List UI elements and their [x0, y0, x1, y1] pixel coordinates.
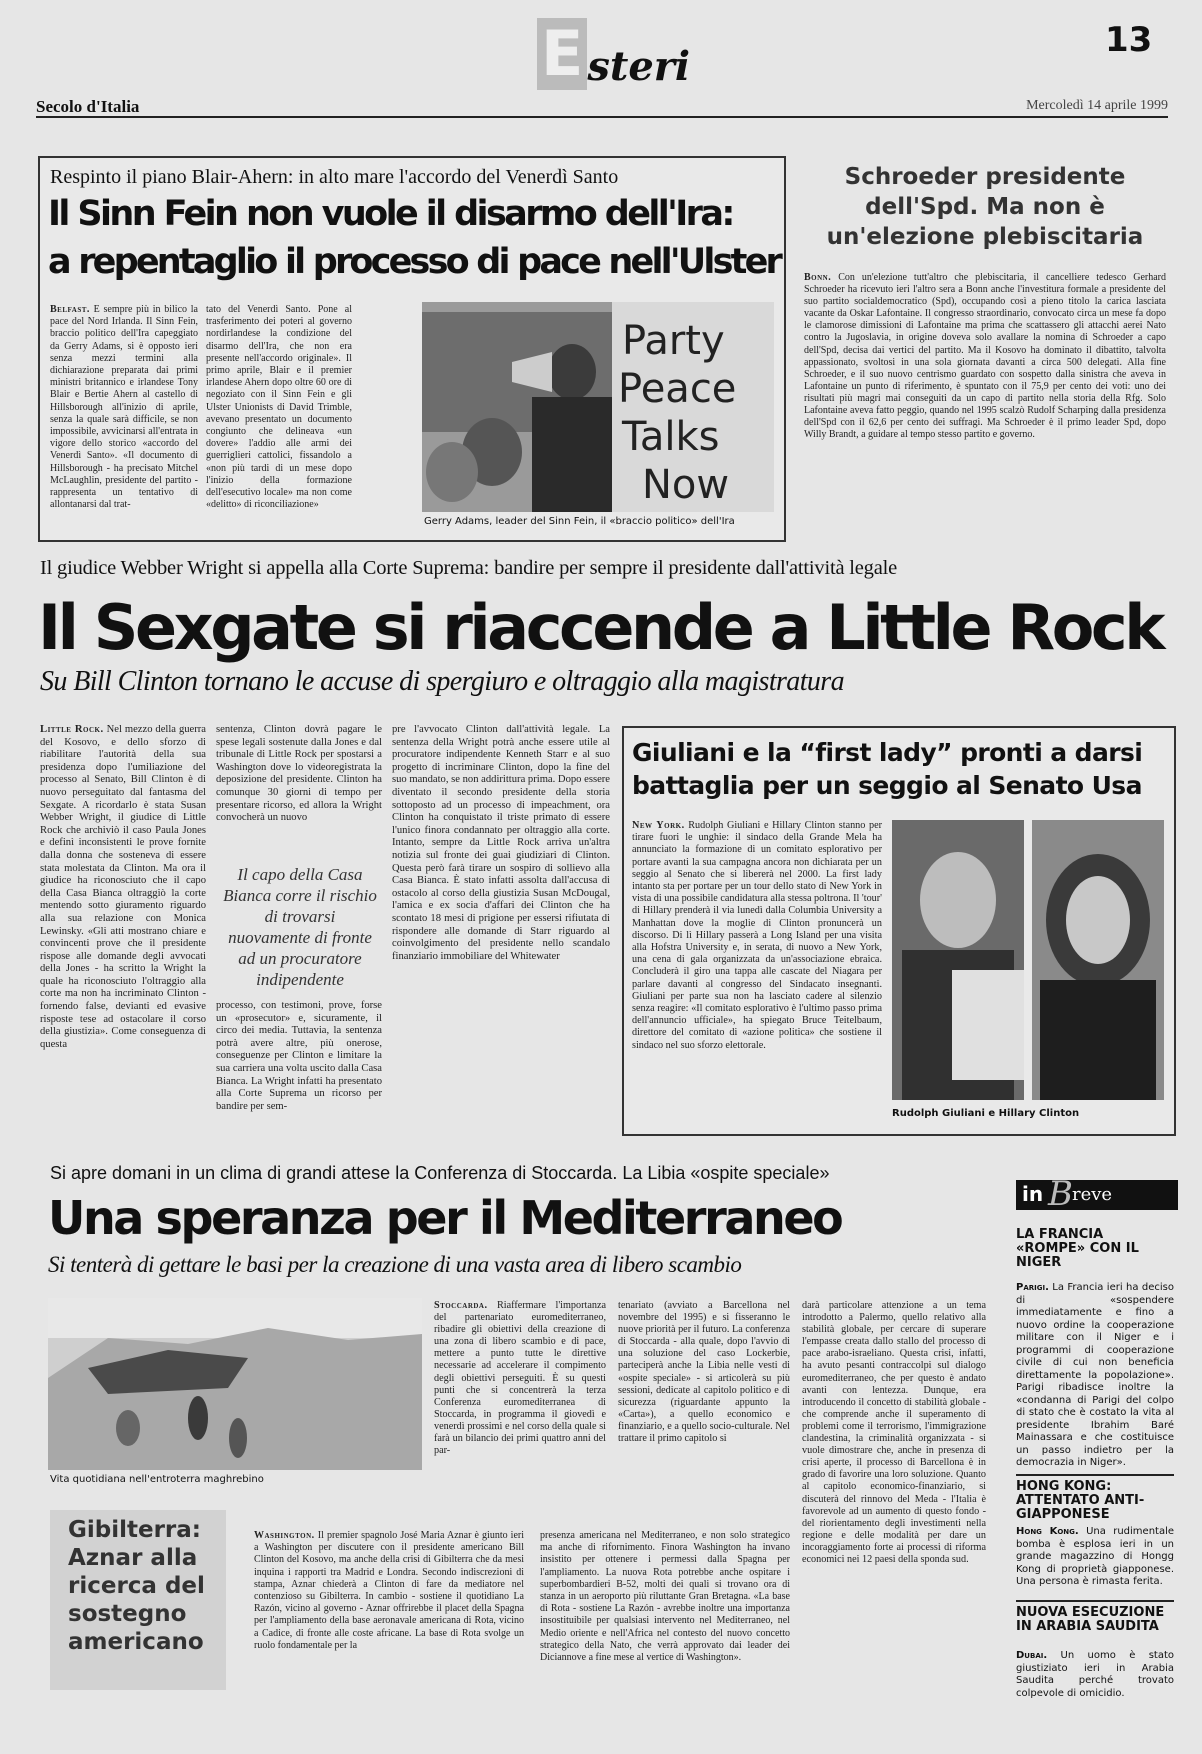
spd-article [800, 156, 1170, 520]
section-title [537, 18, 690, 94]
gibilterra-col-1-text: Il premier spagnolo José Maria Aznar è giunto ieri a Washington per discutere con il presidente americano Bill Clinton del Kosovo, ma anche della crisi di Gibilterra che da mesi inquina i rapporti tra Madrid e Londra. Secondo indiscrezioni di stampa, Aznar chiederà a Clinton di fare da mediatore nel contenzioso su Gibilterra. In cambio - sostiene il quotidiano La Razón, vicino al governo - Aznar offrirebbe il placet della Spagna per l'ampliamento della base aeronavale americana di Rota, vicino a Cadice, di fronte alle coste africane. La base di Rota svolge un ruolo fondamentale per la [254, 1530, 525, 1651]
med-col-3-text: darà particolare attenzione a un tema introdotto a Palermo, quello relativo alla stabilità globale, per cercare di superare l'empasse creata dallo stallo del processo di pace arabo-israeliano. Questa crisi, infatti, ha avuto pesanti contraccolpi sul dialogo euromediterraneo, che per questo è andato avanti con lentezza. Dunque, era introducendo il concetto di stabilità globale - che comprende anche il superamento di problemi come il terrorismo, l'immigrazione clandestina, la criminalità organizzata - si vuole dimostrare che, anche in presenza di crisi aperte, il processo di Barcellona è in grado di favorire una loro soluzione. Quanto al capitolo economico-finanziario, si discuterà del rinnovo del Meda - l'Italia è favorevole ad un aumento di questo fondo - del riorientamento degli investimenti nella regione e delle modalità per dare un incoraggiamento forte ai processi di riforma economici nei 12 paesi della sponda sud. [802, 1300, 986, 1565]
sexgate-headline: Il Sexgate si riaccende a Little Rock [38, 591, 1163, 664]
med-col-2-text: tenariato (avviato a Barcellona nel novembre del 1995) e si fisseranno le nuove priorità per il futuro. La conferenza di Stoccarda - alla quale, dopo l'avvio di una soluzione del caso Lockerbie, parteciperà anche la Libia nelle vesti di «ospite speciale» - si articolerà su più sessioni, dedicate al capitolo politico e di sicurezza (riguardante appunto la «Carta»), a quello economico e finanziario, e a quello socio-culturale. Nel trattare il primo capitolo si [618, 1300, 790, 1445]
giuliani-photo [892, 820, 1024, 1100]
maghreb-photo-caption: Vita quotidiana nell'entroterra maghrebino [50, 1474, 264, 1485]
giuliani-body [632, 820, 882, 1126]
brief-3-headline: NUOVA ESECUZIONE IN ARABIA SAUDITA [1016, 1605, 1165, 1634]
brief-1-dateline: Parigi. [1016, 1282, 1049, 1293]
sexgate-col-1 [40, 724, 206, 1138]
ulster-dateline: Belfast. [50, 304, 90, 315]
section-rest: steri [587, 43, 691, 90]
ulster-headline-1: Il Sinn Fein non vuole il disarmo dell'Ira: [48, 194, 733, 234]
hillary-photo [1032, 820, 1164, 1100]
brief-1-body [1016, 1282, 1174, 1468]
giuliani-dateline: New York. [632, 820, 685, 831]
gibilterra-dateline: Washington. [254, 1530, 315, 1541]
med-col-1 [434, 1300, 606, 1486]
giuliani-headline: Giuliani e la “first lady” pronti a darsi battaglia per un seggio al Senato Usa [632, 738, 1143, 800]
gibilterra-col-2 [540, 1530, 790, 1692]
ulster-col-2-text: tato del Venerdì Santo. Pone al trasferimento dei poteri al governo nordirlandese la condizione del disarmo dell'Ira, che non era presente nell'accordo originale». Il primo aprile, Blair e il premier irlandese Ahern dopo oltre 60 ore di negoziato con il Sinn Fein e gli Ulster Unionists di David Trimble, avevano presentato un documento congiunto che delineava «un dovere» l'addio alle armi dei guerriglieri cattolici, fissandolo a «non più tardi di un mese dopo l'inizio della formazione dell'esecutivo locale» ma non come «delitto» di riconciliazione» [206, 304, 352, 511]
med-kicker: Si apre domani in un clima di grandi attese la Conferenza di Stoccarda. La Libia «ospite speciale» [50, 1163, 830, 1183]
sexgate-col-2b-text: processo, con testimoni, prove, forse un «prosecutor» e, sicuramente, il circo dei media. Tuttavia, la sentenza potrà avere altre, più onerose, conseguenze per Clinton e limitare la sua carriera una volta uscito dalla Casa Bianca. La Wright infatti ha presentato alla Corte Suprema un ricorso per bandire per sem- [216, 1000, 382, 1112]
hillary-photo-graphic [1032, 820, 1164, 1100]
sexgate-col-2b [216, 1000, 382, 1138]
ulster-col-2 [206, 304, 352, 526]
brief-2-body [1016, 1526, 1174, 1592]
brief-3-text: Un uomo è stato giustiziato ieri in Arabia Saudita perché trovato colpevole di omicidio. [1016, 1650, 1174, 1699]
header-rule [36, 116, 1168, 118]
sign-word-party: Party [622, 318, 725, 364]
brief-1-headline: LA FRANCIA «ROMPE» CON IL NIGER [1016, 1227, 1139, 1270]
sexgate-kicker: Il giudice Webber Wright si appella alla Corte Suprema: bandire per sempre il presidente dall'attività legale [40, 557, 898, 579]
giuliani-article [622, 726, 1176, 1136]
med-col-3 [802, 1300, 986, 1726]
brief-3-dateline: Dubai. [1016, 1650, 1048, 1661]
inbreve-header [1016, 1174, 1178, 1214]
spd-dateline: Bonn. [804, 272, 832, 283]
sexgate-col-1-text: Nel mezzo della guerra del Kosovo, e dello sforzo di riabilitare l'autorità della sua presidenza dopo l'umiliazione del processo al Senato, Bill Clinton è di nuovo perseguitato dal fantasma del Sexgate. A ricordarlo è stata Susan Webber Wright, il giudice di Little Rock che archiviò il caso Paula Jones e definì inconsistenti le prove fornite dalla donna che sosteneva di essere stata molestata da Clinton. Ma ora il giudice ha riconosciuto che il capo della Casa Bianca oltraggiò la corte mentendo sotto giuramento riguardo alla sua relazione con Monica Lewinsky. «Gli atti mostrano chiare e convincenti prove che il presidente rispose alle domande degli avvocati della Jones - ha scritto la Wright la quale ha riconosciuto l'oltraggio alla corte ma non ha incriminato Clinton - fornendo false, devianti ed evasive risposte tese ad ostacolare il corso della giustizia». Come conseguenza di questa [40, 724, 207, 1050]
ulster-photo-caption: Gerry Adams, leader del Sinn Fein, il «braccio politico» dell'Ira [424, 516, 735, 527]
sign-word-talks: Talks [622, 414, 720, 460]
giuliani-photo-caption: Rudolph Giuliani e Hillary Clinton [892, 1108, 1080, 1119]
inbreve-rest: reve [1072, 1184, 1113, 1205]
inbreve-in: in [1022, 1182, 1044, 1206]
page-number: 13 [1105, 20, 1153, 60]
sexgate-dateline: Little Rock. [40, 724, 104, 735]
maghreb-photo-graphic [48, 1298, 422, 1470]
inbreve-b: B [1048, 1174, 1073, 1214]
ulster-headline-2: a repentaglio il processo di pace nell'Ulster [48, 242, 780, 282]
giuliani-photo-graphic [892, 820, 1024, 1100]
brief-divider-1 [1016, 1474, 1174, 1476]
ulster-col-1 [50, 304, 198, 526]
spd-body-text: Con un'elezione tutt'altro che plebiscitaria, il cancelliere tedesco Gerhard Schroeder ha ricevuto ieri l'altro sera a Bonn anche l'investitura formale a presidente del suo partito socialdemocratico (Spd), occupando così a pieno titolo la carica lasciata vacante da Oskar Lafontaine. Il congresso straordinario, convocato circa un mese fa dopo le clamorose dimissioni di Lafontaine ma prima che scattassero gli attacchi aerei Nato contro la Jugoslavia, in origine doveva solo avallare la nomina di Schroeder a capo dell'Spd, decisa dai vertici del partito. Ma il Kosovo ha dominato il dibattito, talvolta appassionato, svoltosi in una sola giornata davanti a circa 500 delegati. Alla fine Schroeder, e il suo nuovo centrismo guardato con sospetto dalla sinistra che aveva in Lafontaine un punto di riferimento, è spuntato con il 75,9 per cento dei voti: uno dei risultati più magri mai conseguiti da un capo di partito nella storia della Rfg. Solo Lafontaine aveva fatto peggio, quando nel 1995 scalzò Rudolf Scharping dalla presidenza dell'Spd con il 62,6 per cento dei suffragi. Ma Schroeder è il primo leader Spd, dopo Willy Brandt, a guidare al tempo stesso partito e governo. [804, 272, 1166, 441]
sexgate-col-3 [392, 724, 610, 1138]
brief-2-dateline: Hong Kong. [1016, 1526, 1079, 1537]
spd-body [804, 272, 1166, 514]
sexgate-subhead: Su Bill Clinton tornano le accuse di spergiuro e oltraggio alla magistratura [40, 666, 844, 697]
gerry-adams-photo [422, 302, 774, 512]
sign-word-peace: Peace [618, 366, 737, 412]
brief-1-text: La Francia ieri ha deciso di «sospendere immediatamente e fino a nuovo ordine la cooperazione militare con il Niger e i programmi di cooperazione civile di cui non beneficia direttamente la popolazione». Parigi ribadisce inoltre la «condanna di Parigi del colpo di stato che è costato la vita al presidente Ibrahim Baré Mainassara e che costituisce un passo indietro per la democrazia in Niger». [1016, 1282, 1174, 1468]
sexgate-col-3-text: pre l'avvocato Clinton dall'attività legale. La sentenza della Wright potrà anche essere utile al procuratore indipendente Kenneth Starr e al suo progetto di incriminare Clinton, dopo la fine del suo mandato, se non addirittura prima. Dopo essere diventato il secondo presidente della storia sottoposto ad un processo di impeachment, ora Clinton ha conquistato il triste primato di essere l'unico finora condannato per oltraggio alla corte. Intanto, sempre da Little Rock arriva un'altra notizia sul fronte dei guai giudiziari di Clinton. Questa però farà tirare un sospiro di sollievo alla Casa Bianca. È stato infatti assolta dall'accusa di ostacolo al corso della giustizia Susan McDougal, l'amica e ex socia d'affari dei Clinton che ha scontato 18 mesi di prigione per essersi rifiutata di rispondere alle domande di Starr riguardo al coinvolgimento del presidente nello scandalo finanziario immobiliare del Whitewater [392, 724, 610, 962]
ulster-kicker: Respinto il piano Blair-Ahern: in alto mare l'accordo del Venerdì Santo [50, 166, 619, 188]
issue-date: Mercoledì 14 aprile 1999 [1026, 98, 1168, 113]
med-headline: Una speranza per il Mediterraneo [48, 1191, 842, 1245]
brief-2-headline: HONG KONG: ATTENTATO ANTI-GIAPPONESE [1016, 1479, 1145, 1522]
med-dateline: Stoccarda. [434, 1300, 488, 1311]
brief-2-text: Una rudimentale bomba è esplosa ieri in un grande magazzino di Hongg Kong di proprietà giapponese. Una persona è rimasta ferita. [1016, 1526, 1175, 1587]
gibilterra-headline: Gibilterra: Aznar alla ricerca del sostegno americano [68, 1517, 205, 1655]
ulster-article [38, 156, 786, 542]
section-initial: E [537, 18, 587, 90]
ulster-col-1-text: E sempre più in bilico la pace del Nord Irlanda. Il Sinn Fein, braccio politico dell'Ira capeggiato da Gerry Adams, si è opposto ieri senza mezzi termini alla dichiarazione preparata dai primi ministri britannico e irlandese Tony Blair e Bertie Ahern al castello di Hillsborough all'inizio di aprile, senza la quale sarà difficile, se non impossibile, avvicinarsi all'entrata in vigore dello storico «accordo del Venerdì Santo». «Il documento di Hillsborough - ha precisato Mitchel McLaughlin, presidente del partito - rappresenta un tentativo di allontanarsi dal trat- [50, 304, 198, 511]
med-col-2 [618, 1300, 790, 1486]
brief-divider-2 [1016, 1600, 1174, 1602]
gibilterra-col-2-text: presenza americana nel Mediterraneo, e non solo strategico ma anche di rifornimento. Finora Washington ha invano insistito per ottenere i permessi dalla Spagna per l'ampliamento. La nuova Rota potrebbe anche ospitare i superbombardieri B-52, molti dei quali si trovano ora di stanza in un aeroporto più riluttante Gran Bretagna. «La base di Rota - sostiene La Razón - avrebbe inoltre una importanza insostituibile per qualsiasi intervento nel Mediterraneo, nel Medio oriente e nell'Africa nel contesto del nuovo concetto strategico della Nato, che verrà approvato dai leader dei Diciannove a fine mese al vertice di Washington». [540, 1530, 790, 1664]
med-subhead: Si tenterà di gettare le basi per la creazione di una vasta area di libero scambio [48, 1252, 742, 1277]
maghreb-photo [48, 1298, 422, 1470]
newspaper-name: Secolo d'Italia [36, 97, 140, 116]
sexgate-col-2a [216, 724, 382, 850]
sexgate-pullquote: Il capo della Casa Bianca corre il rischio di trovarsi nuovamente di fronte ad un procuratore indipendente [223, 865, 377, 989]
gibilterra-col-1 [254, 1530, 524, 1692]
giuliani-body-text: Rudolph Giuliani e Hillary Clinton stanno per tirare fuori le unghie: il sindaco della Grande Mela ha annunciato la formazione di un comitato esplorativo per portare avanti la sua campagna ancora non dichiarata per un seggio al Senato che si libererà nel 2000. La first lady intanto sta per portare per un tour dello stato di New York in vista di una possibile candidatura alla stessa poltrona. Il 'tour' di Hillary prenderà il via lunedì dalla Columbia University a Manhattan dove la moglie di Clinton pronuncerà un discorso. Di lì Hillary passerà a Long Island per una visita alla Hofstra University e, in serata, di nuovo a New York, una cena di gala organizzata da un'associazione ebraica. Concluderà il giro una tappa alle cascate del Niagara per parlare davanti al congresso del Sindacato insegnanti. Giuliani per parte sua non ha lasciato cadere al silenzio senza reagire: «Il comitato esplorativo è l'ultimo passo prima dell'annuncio ufficiale», ha spiegato Bruce Teitelbaum, direttore del comitato di «azione politica» che sostiene il sindaco nel suo sforzo elettorale. [632, 820, 882, 1051]
spd-headline: Schroeder presidente dell'Spd. Ma non è un'elezione plebiscitaria [826, 164, 1144, 250]
sexgate-col-2a-text: sentenza, Clinton dovrà pagare le spese legali sostenute dalla Jones e dal tribunale di Little Rock per spostarsi a Washington dove lo videoregistrata la deposizione del presidente. Clinton ha comunque 30 giorni di tempo per presentare ricorso, ed allora la Wright convocherà un nuovo [216, 724, 382, 824]
gibilterra-headline-box [50, 1510, 226, 1690]
sign-word-now: Now [642, 462, 730, 508]
med-col-1-text: Riaffermare l'importanza del partenariato euromediterraneo, ribadire gli obiettivi della creazione di una zona di libero scambio e di pace, mettere a punto tutte le direttive necessarie ad accelerare il compimento degli obiettivi perseguiti. È su questi punti che si concentrerà la terza Conferenza euromediterranea di Stoccarda, in programma il giovedì e venerdì prossimi e nel corso della quale si farà un bilancio dei primi quattro anni del par- [434, 1300, 607, 1457]
brief-3-body [1016, 1650, 1174, 1700]
